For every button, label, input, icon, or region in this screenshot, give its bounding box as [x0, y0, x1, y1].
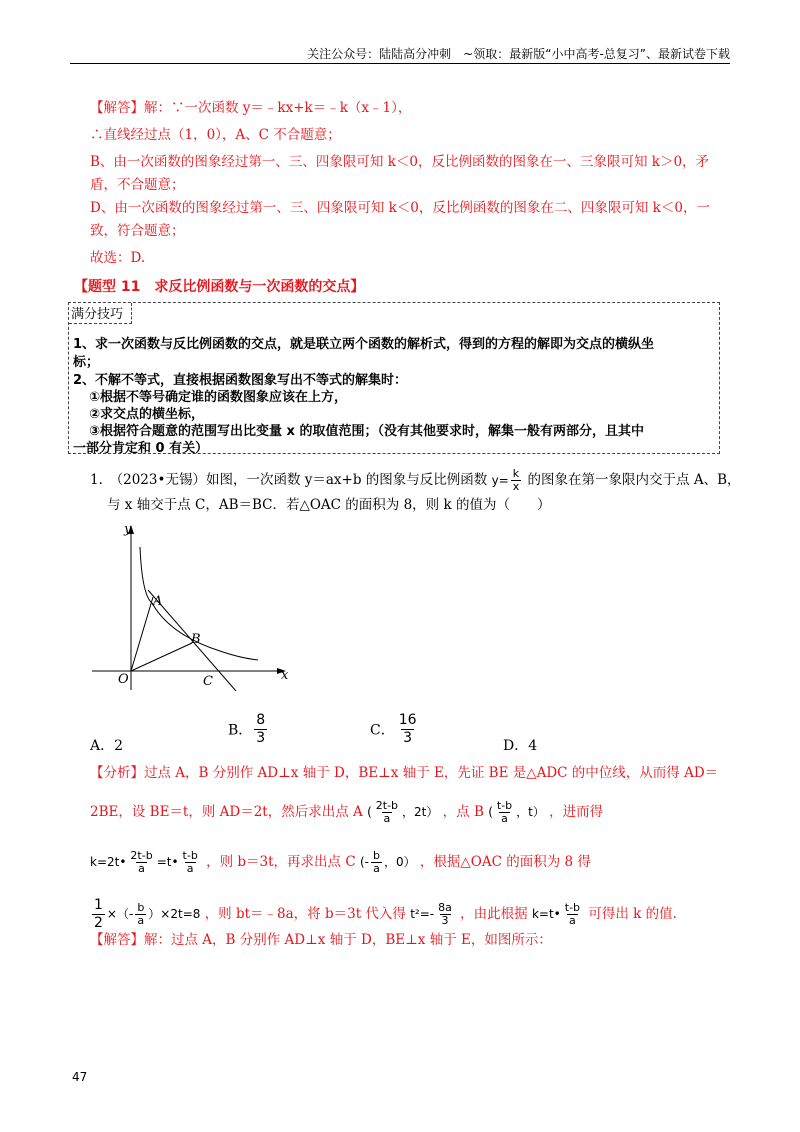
question-text-1b: 的图象在第一象限内交于点 A、B，: [527, 472, 741, 488]
option-b[interactable]: B． $\frac{8}{3}$: [228, 712, 266, 746]
analysis-line-1: 【分析】过点 A，B 分别作 AD⊥x 轴于 D，BE⊥x 轴于 E，先证 BE 是△ADC 的中位线，从而得 AD＝: [90, 765, 719, 781]
question-line-2: 与 x 轴交于点 C，AB＝BC．若△OAC 的面积为 8，则 k 的值为（ ）: [107, 497, 551, 513]
tips-line-4: ①根据不等号确定谁的函数图象应该在上方，: [89, 390, 348, 405]
header-rule: [70, 63, 730, 64]
point-c-label: C: [203, 674, 213, 689]
section-title: 【题型 11 求反比例函数与一次函数的交点】: [74, 279, 365, 295]
tips-line-1: 1、求一次函数与反比例函数的交点，就是联立两个函数的解析式，得到的方程的解即为交点的横纵坐: [73, 337, 655, 352]
prev-answer-line-7: 故选：D.: [90, 250, 146, 266]
analysis-line-2: 2BE，设 BE＝t，则 AD＝2t，然后求出点 A ( $\frac{2t-b}{a}$ ，2t） ，点 B ( $\frac{t-b}{a}$ ，t） ，进而得: [90, 799, 604, 825]
tips-line-3: 2、不解不等式，直接根据函数图象写出不等式的解集时：: [73, 373, 408, 388]
option-c[interactable]: C． $\frac{16}{3}$: [370, 712, 417, 746]
tips-line-7: 一部分肯定和 0 有关）: [73, 441, 209, 456]
prev-answer-line-6: 致，符合题意；: [90, 223, 185, 239]
page-header: 关注公众号：陆陆高分冲刺 ~领取：最新版“小中高考-总复习”、最新试卷下载: [307, 47, 730, 61]
question-line-1: [90, 468, 741, 493]
k-expression: k=2t• $\frac{2t-b}{a}$ =t• $\frac{t-b}{a}$: [90, 849, 198, 875]
analysis-line-3: k=2t• $\frac{2t-b}{a}$ =t• $\frac{t-b}{a}$ ，则 b＝3t，再求出点 C (- $\frac{b}{a}$ ，0） ，根据△OAC 的面积为 8 得: [90, 849, 591, 875]
question-text-1a: 1. （2023•无锡）如图，一次函数 y＝ax+b 的图象与反比例函数: [90, 472, 488, 488]
tips-line-5: ②求交点的横坐标，: [89, 407, 205, 422]
tips-line-6: ③根据符合题意的范围写出比变量 x 的取值范围；（没有其他要求时，解集一般有两部分，且其中: [89, 424, 644, 439]
page-number: 47: [72, 1070, 88, 1084]
prev-answer-line-3: B、由一次函数的图象经过第一、三、四象限可知 k＜0，反比例函数的图象在一、三象限可知 k＞0，矛: [90, 154, 710, 170]
t-squared-expression: t²=- $\frac{8a}{3}$: [410, 901, 452, 927]
point-b-label: B: [191, 632, 201, 647]
k-final-expression: k=t• $\frac{t-b}{a}$: [531, 901, 581, 927]
func-y: y=: [491, 473, 509, 488]
tips-caption: 满分技巧: [69, 303, 132, 324]
option-d[interactable]: D．4: [503, 738, 538, 754]
x-axis-label: x: [281, 668, 289, 683]
origin-label: O: [118, 672, 129, 687]
point-a-coord: ( $\frac{2t-b}{a}$ ，2t）: [367, 799, 439, 825]
option-c-fraction: $\frac{16}{3}$: [398, 712, 417, 746]
y-axis-label: y: [124, 522, 132, 537]
prev-answer-line-5: D、由一次函数的图象经过第一、三、四象限可知 k＜0，反比例函数的图象在二、四象限可知 k＜0，一: [90, 200, 710, 216]
option-b-fraction: $\frac{8}{3}$: [256, 712, 266, 746]
point-a-label: A: [153, 594, 163, 609]
answer-line-1: 【解答】解：过点 A，B 分别作 AD⊥x 轴于 D，BE⊥x 轴于 E，如图所示：: [90, 932, 552, 948]
tips-box: [68, 302, 720, 454]
prev-answer-line-4: 盾，不合题意；: [90, 177, 185, 193]
option-a[interactable]: A．2: [90, 738, 124, 754]
analysis-line-4: $\frac{1}{2}$ ×（- $\frac{b}{a}$ ）×2t=8 ，则 bt＝﹣8a，将 b＝3t 代入得 t²=- $\frac{8a}{3}$ ，由此根据 k=t• $\frac{t-b}{a}$ 可得出 k 的值.: [90, 897, 677, 932]
function-graph-figure: [80, 515, 300, 695]
prev-answer-line-2: ∴直线经过点（1，0），A、C 不合题意；: [90, 127, 341, 143]
prev-answer-line-1: 【解答】解：∵一次函数 y＝﹣kx+k＝﹣k（x﹣1），: [90, 100, 412, 116]
point-c-coord: (- $\frac{b}{a}$ ，0）: [359, 849, 416, 875]
area-expression: $\frac{1}{2}$ ×（- $\frac{b}{a}$ ）×2t=8: [94, 897, 201, 931]
tips-line-2: 标；: [73, 355, 100, 370]
func-fraction: $\frac{k}{x}$: [512, 467, 520, 493]
point-b-coord: ( $\frac{t-b}{a}$ ，t）: [488, 799, 545, 825]
